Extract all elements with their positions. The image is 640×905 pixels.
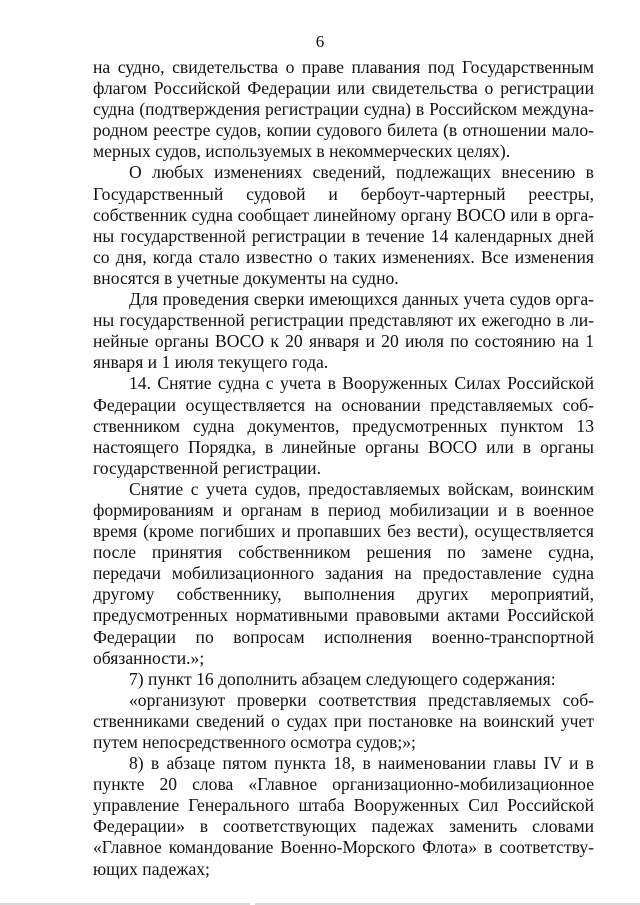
paragraph-continuation: на судно, свидетельства о праве плавания под Государственным флагом Российской Федерации или свидетельства о регистрации судна (подтверждения регистрации судна) в Российском международном реестре судов, копии судового билета (в отношении маломерных судов, используемых в некоммерческих целях). xyxy=(93,57,594,162)
paragraph-reconciliation: Для проведения сверки имеющихся данных учета судов органы государственной регистрации представляют их ежегодно в линейные органы ВОСО к 20 января и 20 июля по состоянию на 1 января и 1 июля текущего года. xyxy=(93,289,594,373)
paragraph-item-8: 8) в абзаце пятом пункта 18, в наименовании главы IV и в пункте 20 слова «Главное организационно-мобилизационное управление Генерального штаба Вооруженных Сил Российской Федерации» в соответствующих падежах заменить словами «Главное командование Военно-Морского Флота» в соответствующих падежах; xyxy=(93,753,594,879)
paragraph-item-7: 7) пункт 16 дополнить абзацем следующего содержания: xyxy=(129,668,556,689)
paragraph-deregistration-mobilization: Снятие с учета судов, предоставляемых войскам, воинским формированиям и органам в период мобилизации и в военное время (кроме погибших и пропавших без вести), осуществляется после принятия собственником решения по замене судна, передачи мобилизационного задания на предоставление судна другому собственнику, выполнения других мероприятий, предусмотренных нормативными правовыми актами Российской Федерации по вопросам исполнения военно-транспортной обязанности.»; xyxy=(93,478,594,668)
page-number: 6 xyxy=(315,32,325,51)
paragraph-item-14: 14. Снятие судна с учета в Вооруженных Силах Российской Федерации осуществляется на основании представляемых собственником судна документов, предусмотренных пунктом 13 настоящего Порядка, в линейные органы ВОСО или в органы государственной регистрации. xyxy=(93,373,594,478)
document-body xyxy=(93,57,594,880)
paragraph-inspection-quote: «организуют проверки соответствия представляемых собственниками сведений о судах при постановке на воинский учет путем непосредственного осмотра судов;»; xyxy=(93,689,594,752)
paragraph-changes-notice: О любых изменениях сведений, подлежащих внесению в Государственный судовой и бербоут-чартерный реестры, собственник судна сообщает линейному органу ВОСО или в органы государственной регистрации в течение 14 календарных дней со дня, когда стало известно о таких изменениях. Все изменения вносятся в учетные документы на судно. xyxy=(93,162,594,288)
